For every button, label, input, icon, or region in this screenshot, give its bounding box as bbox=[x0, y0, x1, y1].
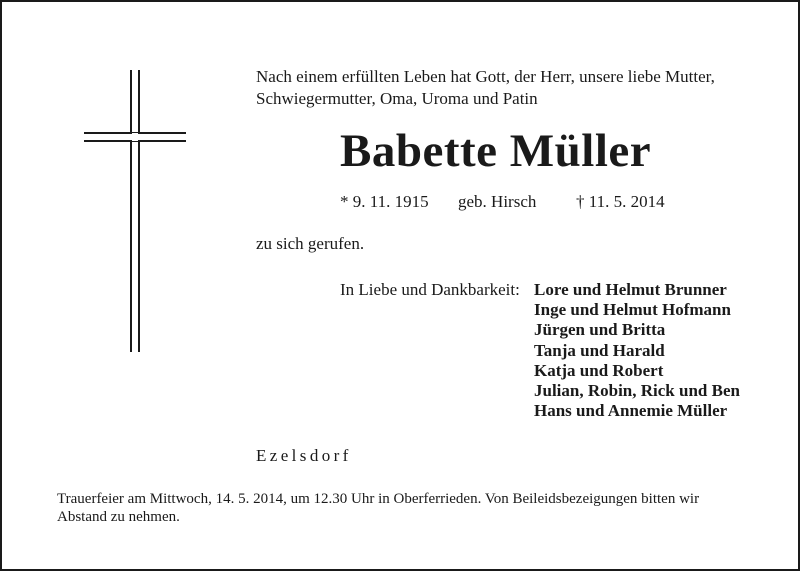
birth-date: * 9. 11. 1915 bbox=[340, 192, 429, 211]
mourners-label: In Liebe und Dankbarkeit: bbox=[340, 280, 520, 299]
funeral-line-1: Trauerfeier am Mittwoch, 14. 5. 2014, um 12.30 Uhr in Oberferrieden. Von Beileidsbezeigungen bitten wir bbox=[57, 491, 700, 507]
deceased-name: Babette Müller bbox=[340, 125, 652, 177]
maiden-name: geb. Hirsch bbox=[458, 192, 537, 211]
death-date: † 11. 5. 2014 bbox=[576, 192, 665, 211]
called-home-text: zu sich gerufen. bbox=[256, 234, 365, 253]
place-name: Ezelsdorf bbox=[256, 446, 352, 465]
mourner-entry: Inge und Helmut Hofmann bbox=[534, 300, 731, 320]
cross-vertical-beam bbox=[130, 70, 140, 352]
mourner-entry: Julian, Robin, Rick und Ben bbox=[534, 381, 740, 401]
intro-line-1: Nach einem erfüllten Leben hat Gott, der Herr, unsere liebe Mutter, bbox=[256, 67, 715, 86]
mourner-entry: Hans und Annemie Müller bbox=[534, 401, 728, 421]
mourner-entry: Jürgen und Britta bbox=[534, 320, 666, 340]
cross-intersection bbox=[132, 133, 138, 141]
intro-text bbox=[256, 66, 715, 110]
funeral-notice bbox=[57, 490, 757, 526]
intro-line-2: Schwiegermutter, Oma, Uroma und Patin bbox=[256, 89, 538, 108]
funeral-line-2: Abstand zu nehmen. bbox=[57, 509, 180, 525]
mourner-entry: Lore und Helmut Brunner bbox=[534, 280, 727, 299]
mourners-list bbox=[534, 280, 740, 421]
mourner-entry: Katja und Robert bbox=[534, 360, 664, 380]
mourner-entry: Tanja und Harald bbox=[534, 340, 665, 360]
